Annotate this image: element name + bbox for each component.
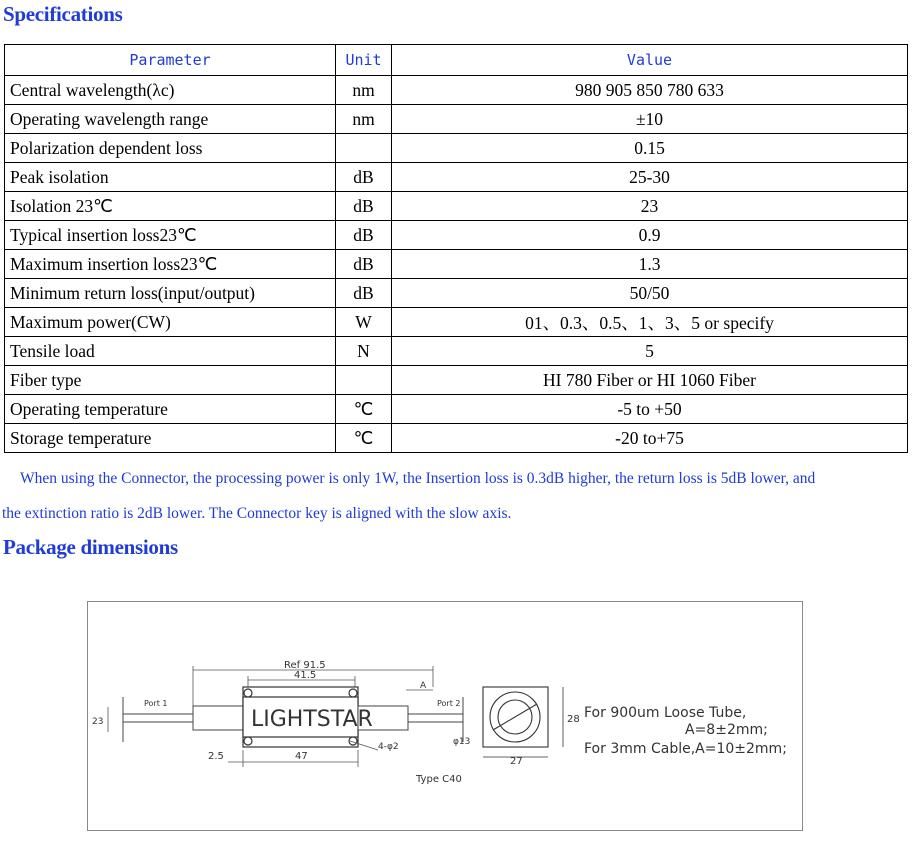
table-row [5, 308, 908, 337]
table-header-row [5, 45, 908, 76]
cell-value: 0.9 [392, 221, 908, 250]
cell-value: 50/50 [392, 279, 908, 308]
cell-param: Maximum insertion loss23℃ [5, 250, 336, 279]
cell-unit: dB [336, 279, 392, 308]
type-label: Type C40 [416, 774, 462, 785]
table-row [5, 105, 908, 134]
package-dimensions-heading: Package dimensions [3, 535, 178, 559]
cell-unit: dB [336, 221, 392, 250]
cell-value: 0.15 [392, 134, 908, 163]
cell-value: 01、0.3、0.5、1、3、5 or specify [392, 308, 908, 337]
cell-value: HI 780 Fiber or HI 1060 Fiber [392, 366, 908, 395]
cell-param: Peak isolation [5, 163, 336, 192]
dim-23-label: 23 [92, 717, 104, 727]
cell-unit: nm [336, 105, 392, 134]
dim-47-label: 47 [295, 751, 308, 762]
cell-param: Central wavelength(λc) [5, 76, 336, 105]
dim-2-5-label: 2.5 [208, 751, 224, 762]
spec-note-line2: A=8±2mm; [685, 722, 768, 738]
specifications-table [4, 44, 908, 453]
cell-unit: ℃ [336, 424, 392, 453]
cell-value: 980 905 850 780 633 [392, 76, 908, 105]
dim-27-label: 27 [510, 756, 523, 767]
cell-param: Storage temperature [5, 424, 336, 453]
table-row [5, 366, 908, 395]
cell-param: Fiber type [5, 366, 336, 395]
table-row [5, 424, 908, 453]
spec-note-line1: For 900um Loose Tube, [584, 705, 747, 721]
dim-13-label: φ13 [453, 737, 471, 747]
table-row [5, 395, 908, 424]
cell-unit: dB [336, 192, 392, 221]
connector-note-line2: the extinction ratio is 2dB lower. The Connector key is aligned with the slow axis. [2, 505, 512, 522]
cell-value: -5 to +50 [392, 395, 908, 424]
connector-note-line1: When using the Connector, the processing power is only 1W, the Insertion loss is 0.3dB higher, the return loss is 5dB lower, and [20, 470, 816, 487]
left-fiber-boot [123, 697, 243, 742]
table-row [5, 76, 908, 105]
dim-28-label: 28 [567, 714, 580, 725]
cell-unit: dB [336, 163, 392, 192]
cell-param: Operating temperature [5, 395, 336, 424]
cell-unit [336, 134, 392, 163]
header-parameter: Parameter [5, 45, 336, 76]
cell-value: 25-30 [392, 163, 908, 192]
lightstar-logo: LIGHTSTAR [251, 707, 373, 732]
cell-value: 1.3 [392, 250, 908, 279]
table-row [5, 192, 908, 221]
spec-note-line3: For 3mm Cable,A=10±2mm; [584, 741, 787, 757]
cell-unit: N [336, 337, 392, 366]
cell-value: 5 [392, 337, 908, 366]
cell-unit: nm [336, 76, 392, 105]
port2-label: Port 2 [437, 699, 461, 708]
header-value: Value [392, 45, 908, 76]
table-row [5, 134, 908, 163]
cell-unit: dB [336, 250, 392, 279]
package-drawing-svg [88, 602, 802, 830]
cell-param: Minimum return loss(input/output) [5, 279, 336, 308]
cell-param: Tensile load [5, 337, 336, 366]
table-body [5, 76, 908, 453]
table-row [5, 221, 908, 250]
cell-value: ±10 [392, 105, 908, 134]
end-view [483, 687, 563, 757]
table-row [5, 279, 908, 308]
table-row [5, 163, 908, 192]
dim-41-5-label: 41.5 [294, 670, 317, 681]
cell-param: Typical insertion loss23℃ [5, 221, 336, 250]
cell-param: Operating wavelength range [5, 105, 336, 134]
package-drawing [87, 601, 803, 831]
holes-label: 4-φ2 [378, 742, 399, 752]
table-row [5, 250, 908, 279]
cell-param: Maximum power(CW) [5, 308, 336, 337]
specifications-heading: Specifications [3, 2, 123, 26]
table-row [5, 337, 908, 366]
cell-unit: ℃ [336, 395, 392, 424]
cell-value: -20 to+75 [392, 424, 908, 453]
ref-dimension-label: Ref 91.5 [284, 660, 326, 671]
dim-a-label: A [420, 681, 427, 691]
cell-unit [336, 366, 392, 395]
cell-param: Isolation 23℃ [5, 192, 336, 221]
port1-label: Port 1 [144, 699, 168, 708]
cell-param: Polarization dependent loss [5, 134, 336, 163]
header-unit: Unit [336, 45, 392, 76]
cell-value: 23 [392, 192, 908, 221]
cell-unit: W [336, 308, 392, 337]
